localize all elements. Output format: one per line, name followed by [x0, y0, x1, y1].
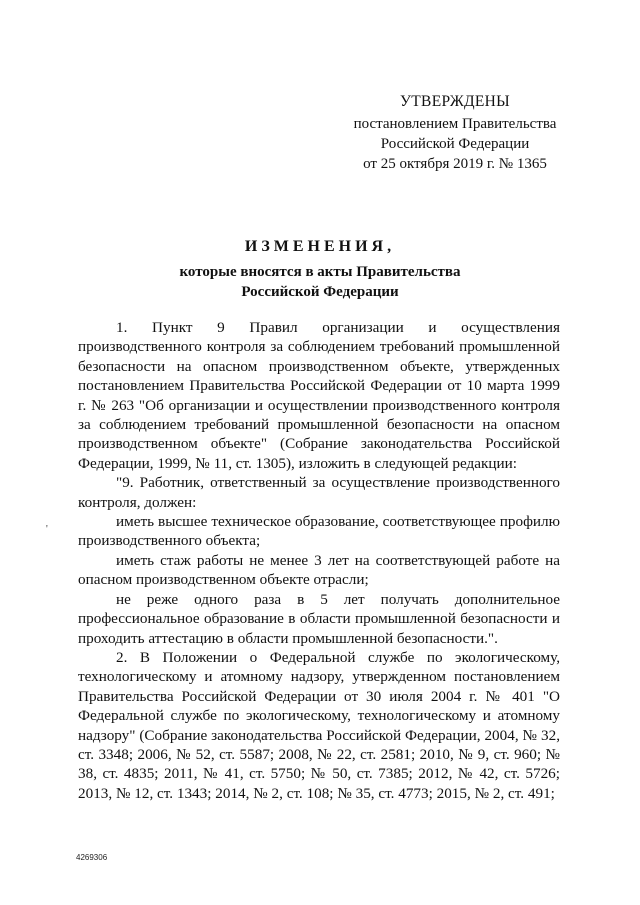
document-body: [78, 318, 560, 803]
body-paragraph: "9. Работник, ответственный за осуществление производственного контроля, должен:: [78, 474, 560, 511]
approval-block: [330, 92, 580, 174]
margin-mark: ': [46, 524, 48, 535]
approval-line: Российской Федерации: [380, 136, 530, 152]
body-paragraph: иметь стаж работы не менее 3 лет на соответствующей работе на опасном производственном объекте отрасли;: [78, 551, 560, 589]
body-paragraph: 2. В Положении о Федеральной службе по экологическому, технологическому и атомному надзору, утвержденном постановлением Правительства Российской Федерации от 30 июля 2004 г. № 401 "О Федеральной службе по экологическому, технологическому и атомному надзору" (Собрание законодательства Российской Федерации, 2004, № 32, ст. 3348; 2006, № 52, ст. 5587; 2008, № 22, ст. 2581; 2010, № 9, ст. 960; № 38, ст. 4835; 2011, № 41, ст. 5750; № 50, ст. 7385; 2012, № 42, ст. 5726; 2013, № 12, ст. 1343; 2014, № 2, ст. 108; № 35, ст. 4773; 2015, № 2, ст. 491;: [78, 648, 560, 802]
document-id: 4269306: [76, 853, 108, 862]
approval-line: постановлением Правительства: [353, 116, 557, 132]
body-paragraph: 1. Пункт 9 Правил организации и осуществления производственного контроля за соблюдением требований промышленной безопасности на опасном производственном объекте, утвержденных постановлением Правительства Российской Федерации от 10 марта 1999 г. № 263 "Об организации и осуществлении производственного контроля за соблюдением требований промышленной безопасности на опасном производственном объекте" (Собрание законодательства Российской Федерации, 1999, № 11, ст. 1305), изложить в следующей редакции:: [78, 319, 560, 472]
document-subtitle: которые вносятся в акты Правительства Российской Федерации: [179, 264, 461, 300]
body-paragraph: иметь высшее техническое образование, соответствующее профилю производственного объекта;: [78, 513, 560, 550]
approval-date-number: от 25 октября 2019 г. № 1365: [363, 156, 547, 172]
document-title: ИЗМЕНЕНИЯ,: [244, 238, 396, 255]
approval-heading: УТВЕРЖДЕНЫ: [400, 93, 510, 110]
body-paragraph: не реже одного раза в 5 лет получать дополнительное профессиональное образование в области промышленной безопасности и проходить аттестацию в области промышленной безопасности.".: [78, 590, 560, 647]
